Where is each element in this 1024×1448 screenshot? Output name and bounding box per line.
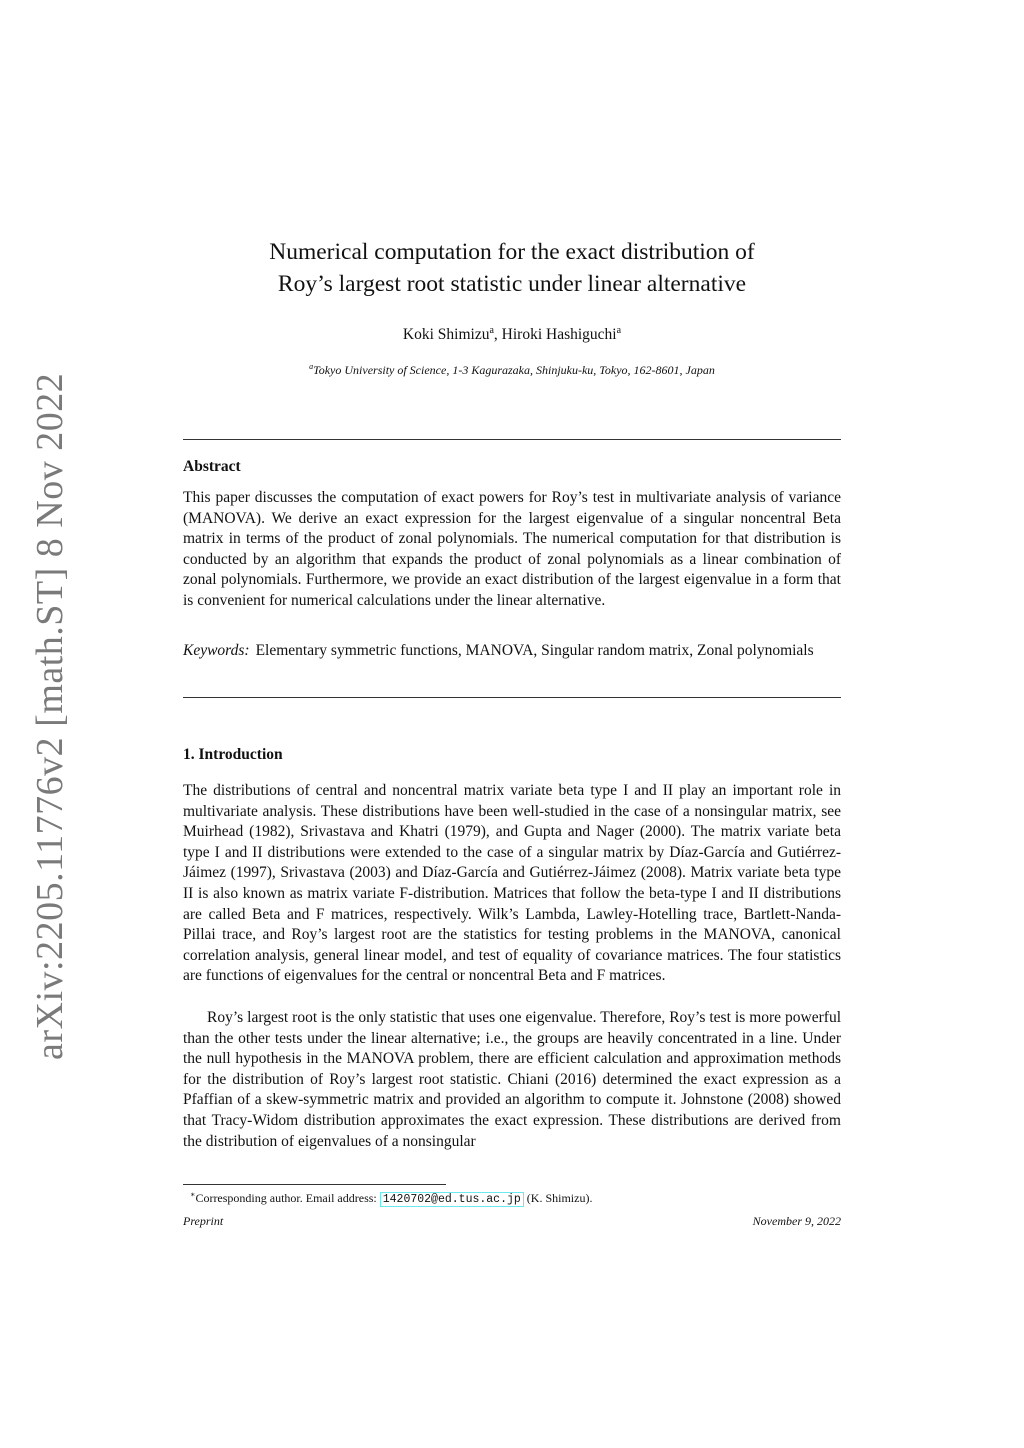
footnote [190,1190,592,1206]
abstract-top-rule [183,439,841,440]
footnote-suffix: (K. Shimizu). [523,1191,593,1205]
author-name: Koki Shimizu [402,326,490,344]
title-line-2: Roy’s largest root statistic under linear alternative [277,271,747,297]
author-list [183,325,841,344]
abstract-heading: Abstract [183,458,241,475]
affiliation-text: Tokyo University of Science, 1-3 Kagurazaka, Shinjuku-ku, Tokyo, 162-8601, Japan [313,363,715,377]
abstract-text: This paper discusses the computation of exact powers for Roy’s test in multivariate analysis of variance (MANOVA). We derive an exact expression for the largest eigenvalue of a singular noncentral Beta matrix in terms of the product of zonal polynomials. The numerical computation for that distribution is conducted by an algorithm that expands the product of zonal polynomials as a linear combination of zonal polynomials. Furthermore, we provide an exact distribution of the largest eigenvalue in a form that is convenient for numerical calculations under the linear alternative. [183,489,841,609]
paper-title [183,236,841,300]
keywords [183,641,841,662]
footnote-mark: ∗ [190,1190,196,1199]
title-line-1: Numerical computation for the exact distribution of [269,239,755,265]
footer-date: November 9, 2022 [752,1214,841,1228]
affiliation-mark: a [616,325,622,336]
abstract-bottom-rule [183,697,841,698]
keywords-text: Elementary symmetric functions, MANOVA, Singular random matrix, Zonal polynomials [255,642,814,659]
affiliation [183,362,841,378]
author-separator: , [493,326,502,344]
arxiv-identifier: arXiv:2205.11776v2 [math.ST] 8 Nov 2022 [29,372,71,1060]
footnote-rule [183,1184,446,1185]
affiliation-mark: a [309,362,314,371]
footnote-prefix: Corresponding author. Email address: [195,1191,380,1205]
intro-paragraph-1: The distributions of central and noncentral matrix variate beta type I and II play an important role in multivariate analysis. These distributions have been well-studied in the case of a nonsingular matrix, see Muirhead (1982), Srivastava and Khatri (1979), and Gupta and Nager (2000). The matrix variate beta type I and II distributions were extended to the case of a singular matrix by Díaz-García and Gutiérrez-Jáimez (1997), Srivastava (2003) and Díaz-García and Gutiérrez-Jáimez (2008). Matrix variate beta type II is also known as matrix variate F-distribution. Matrices that follow the beta-type I and II distributions are called Beta and F matrices, respectively. Wilk’s Lambda, Lawley-Hotelling trace, Bartlett-Nanda-Pillai trace, and Roy’s largest root are the statistics for testing problems in the MANOVA, canonical correlation analysis, general linear model, and test of equality of covariance matrices. The four statistics are functions of eigenvalues for the central or noncentral Beta and F matrices. [183,782,841,985]
keywords-label: Keywords: [183,642,250,659]
author-name: Hiroki Hashiguchi [501,326,617,344]
intro-paragraph-2: Roy’s largest root is the only statistic that uses one eigenvalue. Therefore, Roy’s test is more powerful than the other tests under the linear alternative; i.e., the groups are heavily concentrated in a line. Under the null hypothesis in the MANOVA problem, there are efficient calculation and approximation methods for the distribution of Roy’s largest root statistic. Chiani (2016) determined the exact expression as a Pfaffian of a skew-symmetric matrix and provided an algorithm to compute it. Johnstone (2008) showed that Tracy-Widom distribution approximates the exact expression. These distributions are derived from the distribution of eigenvalues of a nonsingular [183,1009,841,1150]
footer-preprint-label: Preprint [183,1214,224,1228]
affiliation-mark: a [489,325,494,336]
section-heading-introduction: 1. Introduction [183,746,283,763]
email-link[interactable]: 1420702@ed.tus.ac.jp [380,1192,524,1207]
